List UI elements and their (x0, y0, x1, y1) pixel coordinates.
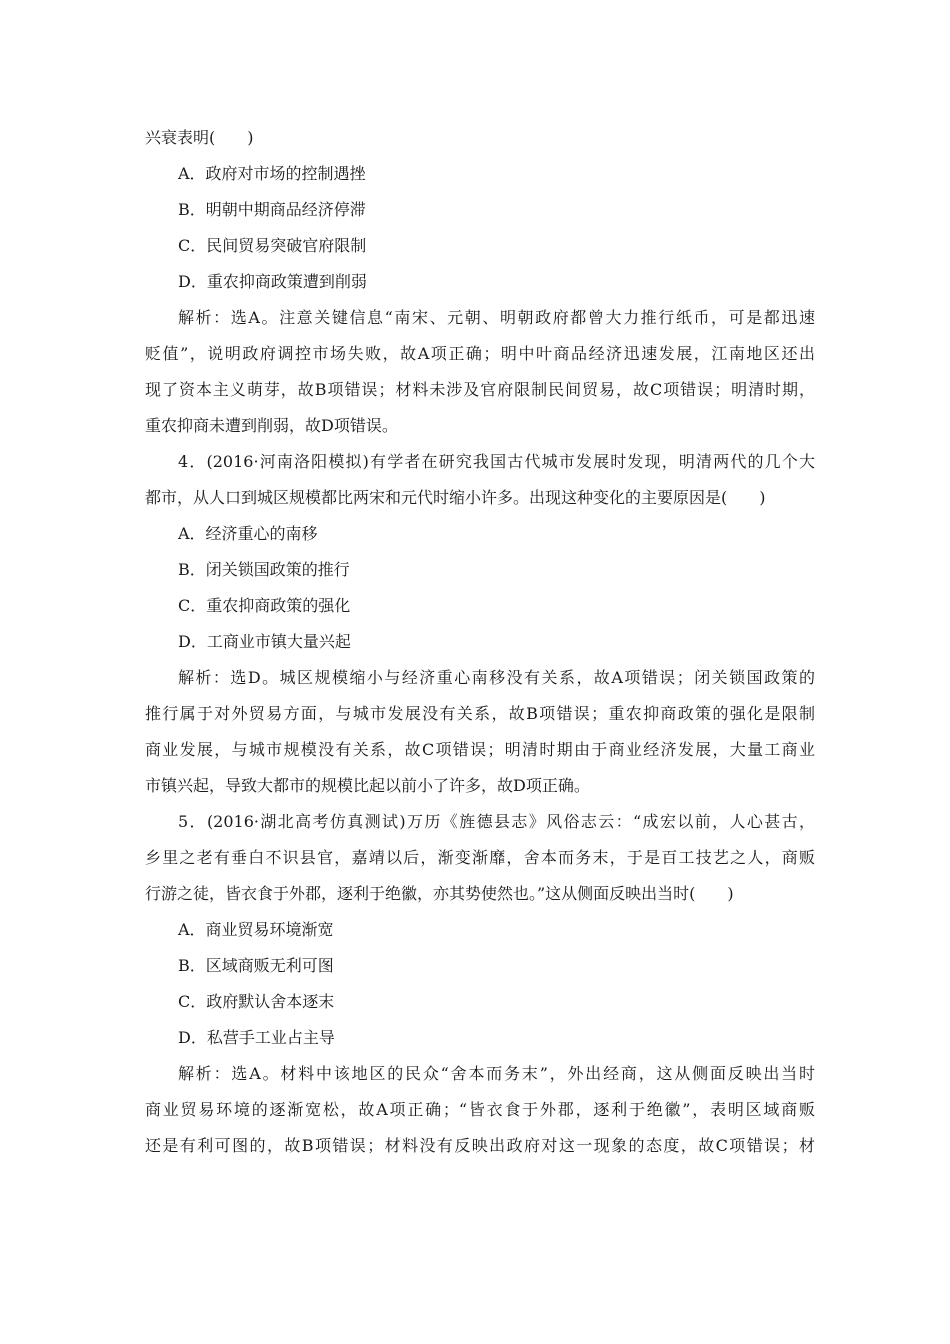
text-line: 解析：选D。城区规模缩小与经济重心南移没有关系，故A项错误；闭关锁国政策的 (178, 668, 815, 687)
text-line: 商业发展，与城市规模没有关系，故C项错误；明清时期由于商业经济发展，大量工商业 (145, 740, 815, 759)
text-line: B．明朝中期商品经济停滞 (178, 200, 366, 219)
text-line: A．商业贸易环境渐宽 (178, 920, 334, 939)
text-line: 重农抑商未遭到削弱，故D项错误。 (145, 416, 398, 435)
text-line: D．私营手工业占主导 (178, 1028, 335, 1047)
text-line: A．政府对市场的控制遇挫 (178, 164, 366, 183)
text-line: 市镇兴起，导致大都市的规模比起以前小了许多，故D项正确。 (145, 776, 590, 795)
text-line: B．区域商贩无利可图 (178, 956, 334, 975)
text-line: 推行属于对外贸易方面，与城市发展没有关系，故B项错误；重农抑商政策的强化是限制 (145, 704, 815, 723)
text-line: 解析：选A。材料中该地区的民众“舍本而务末”，外出经商，这从侧面反映出当时 (178, 1064, 815, 1083)
text-line: 4．(2016·河南洛阳模拟)有学者在研究我国古代城市发展时发现，明清两代的几个大 (178, 452, 815, 471)
text-line: 5．(2016·湖北高考仿真测试)万历《旌德县志》风俗志云：“成宏以前，人心甚古， (178, 812, 815, 831)
text-line: 现了资本主义萌芽，故B项错误；材料未涉及官府限制民间贸易，故C项错误；明清时期， (145, 380, 815, 399)
text-line: 解析：选A。注意关键信息“南宋、元朝、明朝政府都曾大力推行纸币，可是都迅速 (178, 308, 815, 327)
text-line: C．政府默认舍本逐末 (178, 992, 335, 1011)
text-line: 贬值”，说明政府调控市场失败，故A项正确；明中叶商品经济迅速发展，江南地区还出 (145, 344, 815, 363)
text-line: A．经济重心的南移 (178, 524, 318, 543)
text-line: D．工商业市镇大量兴起 (178, 632, 351, 651)
text-line: 商业贸易环境的逐渐宽松，故A项正确；“皆衣食于外郡，逐利于绝徽”，表明区域商贩 (145, 1100, 815, 1119)
text-line: 乡里之老有垂白不识县官，嘉靖以后，渐变渐靡，舍本而务末，于是百工技艺之人，商贩 (145, 848, 815, 867)
text-line: 行游之徒，皆衣食于外郡，逐利于绝徽，亦其势使然也。”这从侧面反映出当时( ) (145, 884, 734, 903)
text-line: B．闭关锁国政策的推行 (178, 560, 350, 579)
text-line: D．重农抑商政策遭到削弱 (178, 272, 367, 291)
text-line: 还是有利可图的，故B项错误；材料没有反映出政府对这一现象的态度，故C项错误；材 (145, 1136, 815, 1155)
text-line: C．重农抑商政策的强化 (178, 596, 351, 615)
document-body (145, 120, 815, 1164)
text-line: 都市，从人口到城区规模都比两宋和元代时缩小许多。出现这种变化的主要原因是( ) (145, 488, 766, 507)
text-line: C．民间贸易突破官府限制 (178, 236, 367, 255)
text-line: 兴衰表明( ) (145, 128, 254, 147)
